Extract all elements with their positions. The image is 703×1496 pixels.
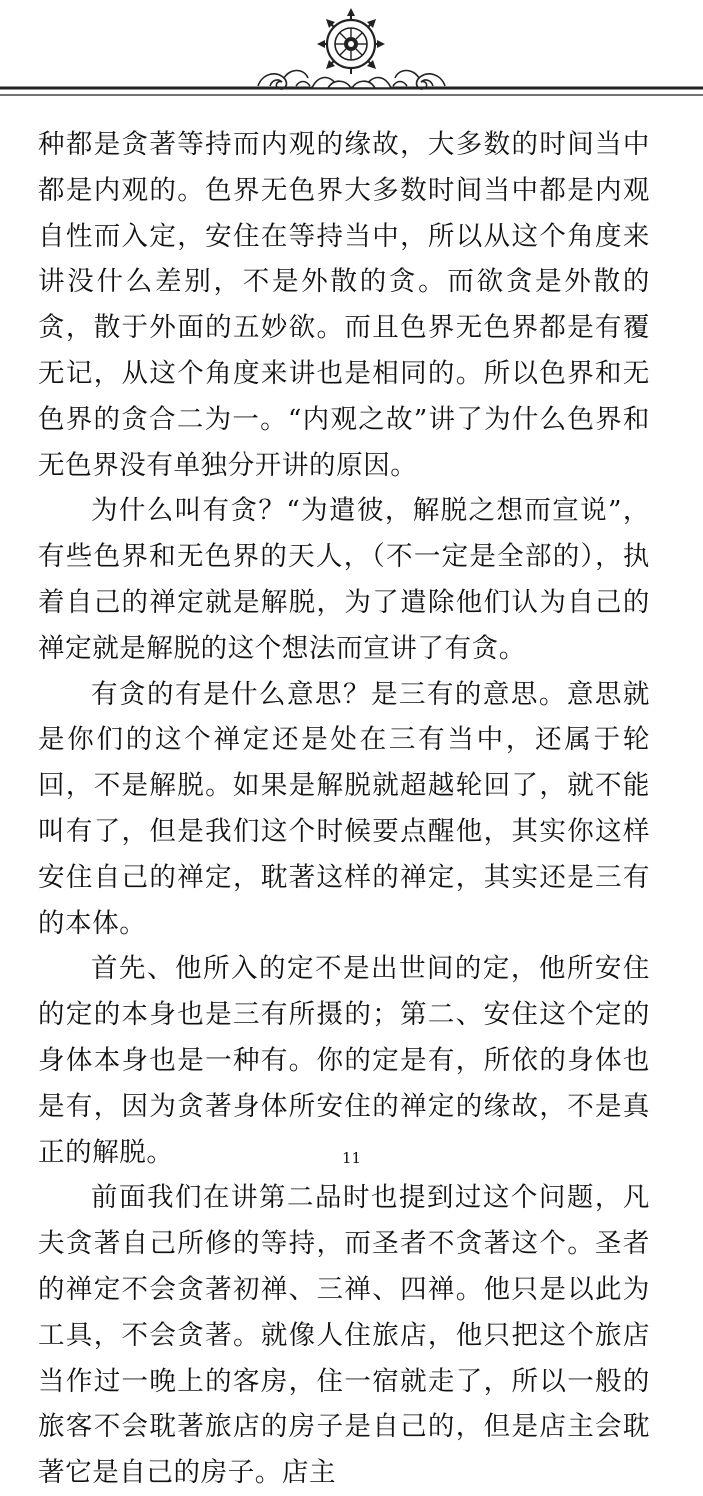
dharma-wheel-ornament-icon (0, 0, 703, 110)
page-number: 11 (341, 1149, 362, 1167)
paragraph-4: 首先、他所入的定不是出世间的定，他所安住的定的本身也是三有所摄的；第二、安住这个定的身体本身也是一种有。你的定是有，所依的身体也是有，因为贪著身体所安住的禅定的缘故，不是真正的解脱。 (38, 953, 650, 1168)
paragraph-3: 有贪的有是什么意思？是三有的意思。意思就是你们的这个禅定还是处在三有当中，还属于轮回，不是解脱。如果是解脱就超越轮回了，就不能叫有了，但是我们这个时候要点醒他，其实你这样安住自己的禅定，耽著这样的禅定，其实还是三有的本体。 (38, 678, 650, 939)
paragraph-2: 为什么叫有贪？“为遣彼，解脱之想而宣说”，有些色界和无色界的天人，（不一定是全部的），执着自己的禅定就是解脱，为了遣除他们认为自己的禅定就是解脱的这个想法而宣讲了有贪。 (38, 495, 650, 664)
paragraph-5: 前面我们在讲第二品时也提到过这个问题，凡夫贪著自己所修的等持，而圣者不贪著这个。圣者的禅定不会贪著初禅、三禅、四禅。他只是以此为工具，不会贪著。就像人住旅店，他只把这个旅店当作过一晚上的客房，住一宿就走了，所以一般的旅客不会耽著旅店的房子是自己的，但是店主会耽著它是自己的房子。店主 (38, 1182, 650, 1489)
page-header-ornament (0, 0, 703, 110)
body-text (38, 122, 650, 1496)
paragraph-1: 种都是贪著等持而内观的缘故，大多数的时间当中都是内观的。色界无色界大多数时间当中都是内观自性而入定，安住在等持当中，所以从这个角度来讲没什么差别，不是外散的贪。而欲贪是外散的贪，散于外面的五妙欲。而且色界无色界都是有覆无记，从这个角度来讲也是相同的。所以色界和无色界的贪合二为一。“内观之故”讲了为什么色界和无色界没有单独分开讲的原因。 (38, 129, 650, 481)
